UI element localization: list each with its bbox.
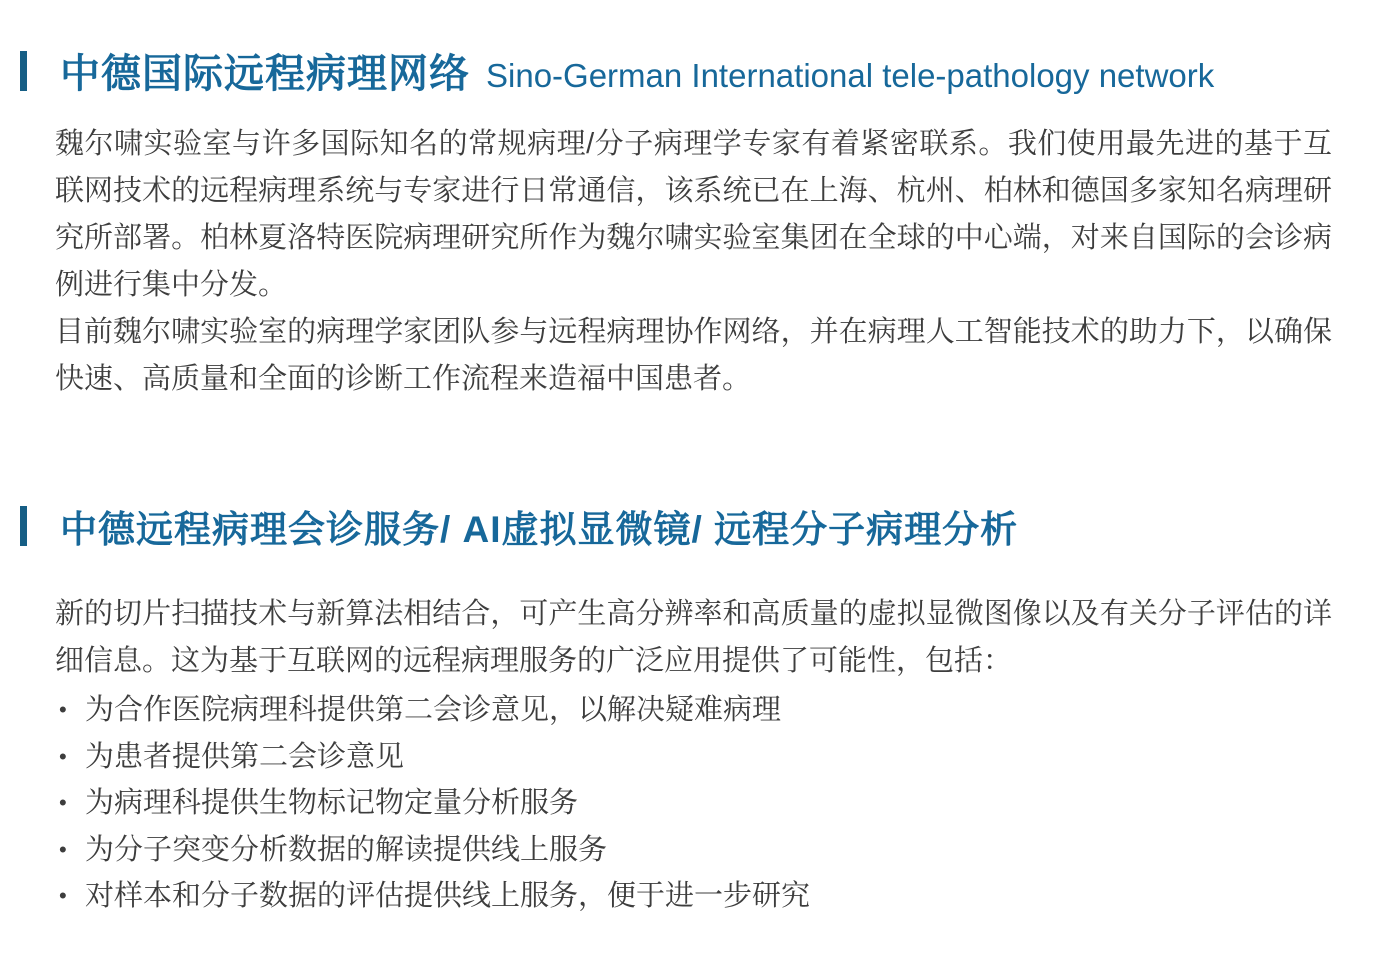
list-item [55,687,1332,734]
service-section [20,499,1332,920]
heading-accent-bar [20,506,27,546]
network-title-en: Sino-German International tele-pathology network [486,57,1215,94]
list-item [55,873,1332,920]
bullet-icon: • [59,697,67,722]
network-section-heading [20,42,1332,99]
network-paragraph-2: 目前魏尔啸实验室的病理学家团队参与远程病理协作网络，并在病理人工智能技术的助力下，以确保快速、高质量和全面的诊断工作流程来造福中国患者。 [55,316,1332,395]
network-section [20,42,1332,403]
network-title-zh: 中德国际远程病理网络 [60,52,470,96]
service-bullet-list [55,687,1332,920]
network-paragraph-1: 魏尔啸实验室与许多国际知名的常规病理/分子病理学专家有着紧密联系。我们使用最先进的基于互联网技术的远程病理系统与专家进行日常通信，该系统已在上海、杭州、柏林和德国多家知名病理研究所部署。柏林夏洛特医院病理研究所作为魏尔啸实验室集团在全球的中心端，对来自国际的会诊病例进行集中分发。 [55,128,1332,301]
service-title-zh: 中德远程病理会诊服务/ AI虚拟显微镜/ 远程分子病理分析 [60,509,1019,550]
list-item [55,827,1332,874]
bullet-icon: • [59,743,67,769]
service-intro: 新的切片扫描技术与新算法相结合，可产生高分辨率和高质量的虚拟显微图像以及有关分子评估的详细信息。这为基于互联网的远程病理服务的广泛应用提供了可能性，包括： [55,598,1332,677]
list-item-text: 为分子突变分析数据的解读提供线上服务 [85,833,608,866]
list-item [55,780,1332,827]
list-item-text: 为患者提供第二会诊意见 [85,740,405,773]
bullet-icon: • [59,883,67,908]
bullet-icon: • [59,790,67,815]
list-item-text: 为病理科提供生物标记物定量分析服务 [85,787,579,819]
list-item [55,734,1332,781]
service-section-heading [20,499,1332,553]
heading-accent-bar [20,51,27,91]
network-body [55,121,1332,403]
bullet-icon: • [59,836,67,862]
list-item-text: 对样本和分子数据的评估提供线上服务，便于进一步研究 [85,880,811,912]
list-item-text: 为合作医院病理科提供第二会诊意见，以解决疑难病理 [85,694,782,726]
